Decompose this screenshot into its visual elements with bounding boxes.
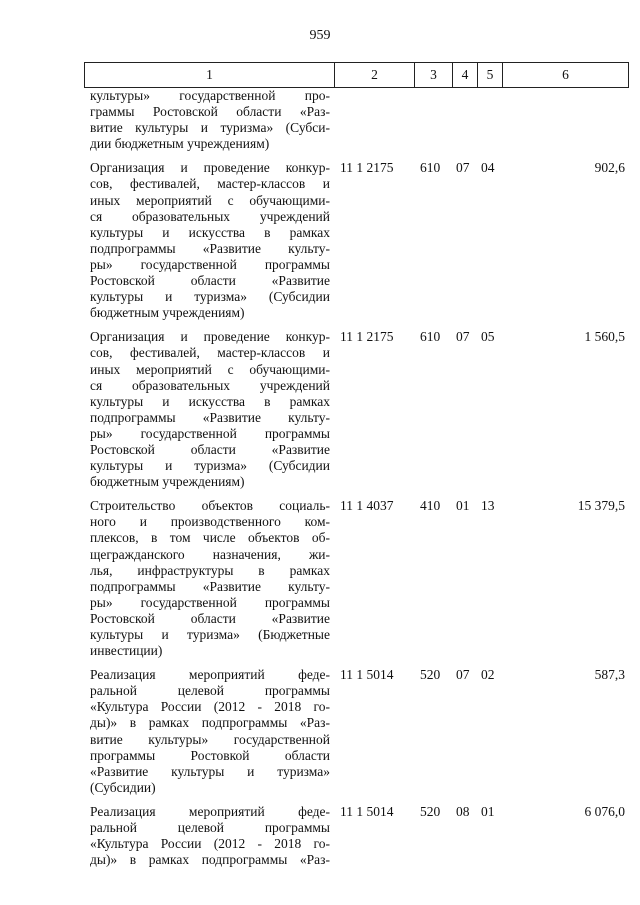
description-line: «Культура России (2012 - 2018 го- — [90, 836, 330, 852]
row-amount: 587,3 — [594, 667, 625, 683]
description-line: Ростовской области «Развитие — [90, 441, 330, 457]
description-line: культуры и искусства в рамках — [90, 393, 330, 409]
description-line: щегражданского назначения, жи- — [90, 546, 330, 562]
description-line: культуры и туризма» (Субсидии — [90, 458, 330, 474]
description-line: ры» государственной программы — [90, 594, 330, 610]
header-col-1: 1 — [84, 63, 334, 87]
description-line: Реализация мероприятий феде- — [90, 667, 330, 683]
row-section — [452, 88, 477, 152]
row-section: 07 — [456, 667, 470, 683]
row-section: 08 — [456, 803, 470, 819]
header-col-3: 3 — [414, 63, 452, 87]
row-subsection — [477, 88, 502, 152]
row-amount: 15 379,5 — [577, 498, 625, 514]
description-line: программы Ростовкой области — [90, 747, 330, 763]
description-line: Строительство объектов социаль- — [90, 498, 330, 514]
row-description — [84, 498, 334, 659]
table-row — [84, 88, 629, 152]
table-header — [84, 62, 629, 88]
description-line: ного и производственного ком- — [90, 514, 330, 530]
row-expense-type: 520 — [420, 803, 441, 819]
description-line: сов, фестивалей, мастер-классов и — [90, 345, 330, 361]
description-line: витие культуры и туризма» (Субси- — [90, 120, 330, 136]
row-subsection: 05 — [481, 329, 495, 345]
row-expense-type — [414, 88, 452, 152]
table-row — [84, 329, 629, 490]
description-line: подпрограммы «Развитие культу- — [90, 578, 330, 594]
table-row — [84, 498, 629, 659]
row-amount: 1 560,5 — [584, 329, 625, 345]
description-line: Организация и проведение конкур- — [90, 160, 330, 176]
description-line: витие культуры» государственной — [90, 731, 330, 747]
description-line: ды)» в рамках подпрограммы «Раз- — [90, 852, 330, 868]
row-amount: 6 076,0 — [584, 803, 625, 819]
description-line: ды)» в рамках подпрограммы «Раз- — [90, 715, 330, 731]
description-line: Ростовской области «Развитие — [90, 610, 330, 626]
row-target-code: 11 1 5014 — [340, 667, 394, 683]
row-target-code: 11 1 4037 — [340, 498, 394, 514]
page-number: 959 — [309, 28, 331, 43]
description-line: культуры и туризма» (Бюджетные — [90, 627, 330, 642]
row-expense-type: 520 — [420, 667, 441, 683]
row-target-code: 11 1 2175 — [340, 160, 394, 176]
description-line: (Субсидии) — [90, 779, 156, 795]
row-expense-type: 410 — [420, 498, 441, 514]
row-description — [84, 667, 334, 796]
row-section: 07 — [456, 160, 470, 176]
description-line: культуры» государственной про- — [90, 88, 330, 103]
description-line: иных мероприятий с обучающими- — [90, 192, 330, 208]
header-col-4: 4 — [452, 63, 477, 87]
row-section: 07 — [456, 329, 470, 345]
description-line: ральной целевой программы — [90, 820, 330, 836]
description-line: Реализация мероприятий феде- — [90, 803, 330, 819]
row-description — [84, 804, 334, 868]
description-line: дии бюджетным учреждениям) — [90, 136, 270, 152]
table-row — [84, 804, 629, 868]
row-expense-type: 610 — [420, 329, 441, 345]
description-line: «Культура России (2012 - 2018 го- — [90, 699, 330, 715]
description-line: плексов, в том числе объектов об- — [90, 530, 330, 546]
description-line: Организация и проведение конкур- — [90, 329, 330, 345]
row-subsection: 02 — [481, 667, 495, 683]
row-target-code — [334, 88, 414, 152]
description-line: бюджетным учреждениям) — [90, 474, 245, 490]
description-line: ральной целевой программы — [90, 683, 330, 699]
row-description — [84, 88, 334, 152]
description-line: «Развитие культуры и туризма» — [90, 763, 330, 779]
description-line: ры» государственной программы — [90, 425, 330, 441]
description-line: ся образовательных учреждений — [90, 377, 330, 393]
description-line: иных мероприятий с обучающими- — [90, 361, 330, 377]
description-line: культуры и искусства в рамках — [90, 224, 330, 240]
description-line: ся образовательных учреждений — [90, 208, 330, 224]
description-line: лья, инфраструктуры в рамках — [90, 562, 330, 578]
table-body — [84, 88, 629, 868]
row-subsection: 04 — [481, 160, 495, 176]
header-col-5: 5 — [477, 63, 502, 87]
row-description — [84, 329, 334, 490]
description-line: ры» государственной программы — [90, 256, 330, 272]
row-expense-type: 610 — [420, 160, 441, 176]
budget-table — [84, 62, 629, 868]
row-subsection: 01 — [481, 803, 495, 819]
description-line: подпрограммы «Развитие культу- — [90, 409, 330, 425]
row-amount — [502, 88, 629, 152]
description-line: бюджетным учреждениям) — [90, 305, 245, 321]
header-col-6: 6 — [502, 63, 629, 87]
description-line: инвестиции) — [90, 643, 163, 659]
row-amount: 902,6 — [594, 160, 625, 176]
description-line: Ростовской области «Развитие — [90, 273, 330, 289]
description-line: культуры и туризма» (Субсидии — [90, 289, 330, 305]
row-section: 01 — [456, 498, 470, 514]
row-target-code: 11 1 5014 — [340, 803, 394, 819]
description-line: сов, фестивалей, мастер-классов и — [90, 176, 330, 192]
row-subsection: 13 — [481, 498, 495, 514]
row-description — [84, 160, 334, 321]
description-line: граммы Ростовской области «Раз- — [90, 104, 330, 120]
header-col-2: 2 — [334, 63, 414, 87]
table-row — [84, 667, 629, 796]
table-row — [84, 160, 629, 321]
row-target-code: 11 1 2175 — [340, 329, 394, 345]
description-line: подпрограммы «Развитие культу- — [90, 240, 330, 256]
